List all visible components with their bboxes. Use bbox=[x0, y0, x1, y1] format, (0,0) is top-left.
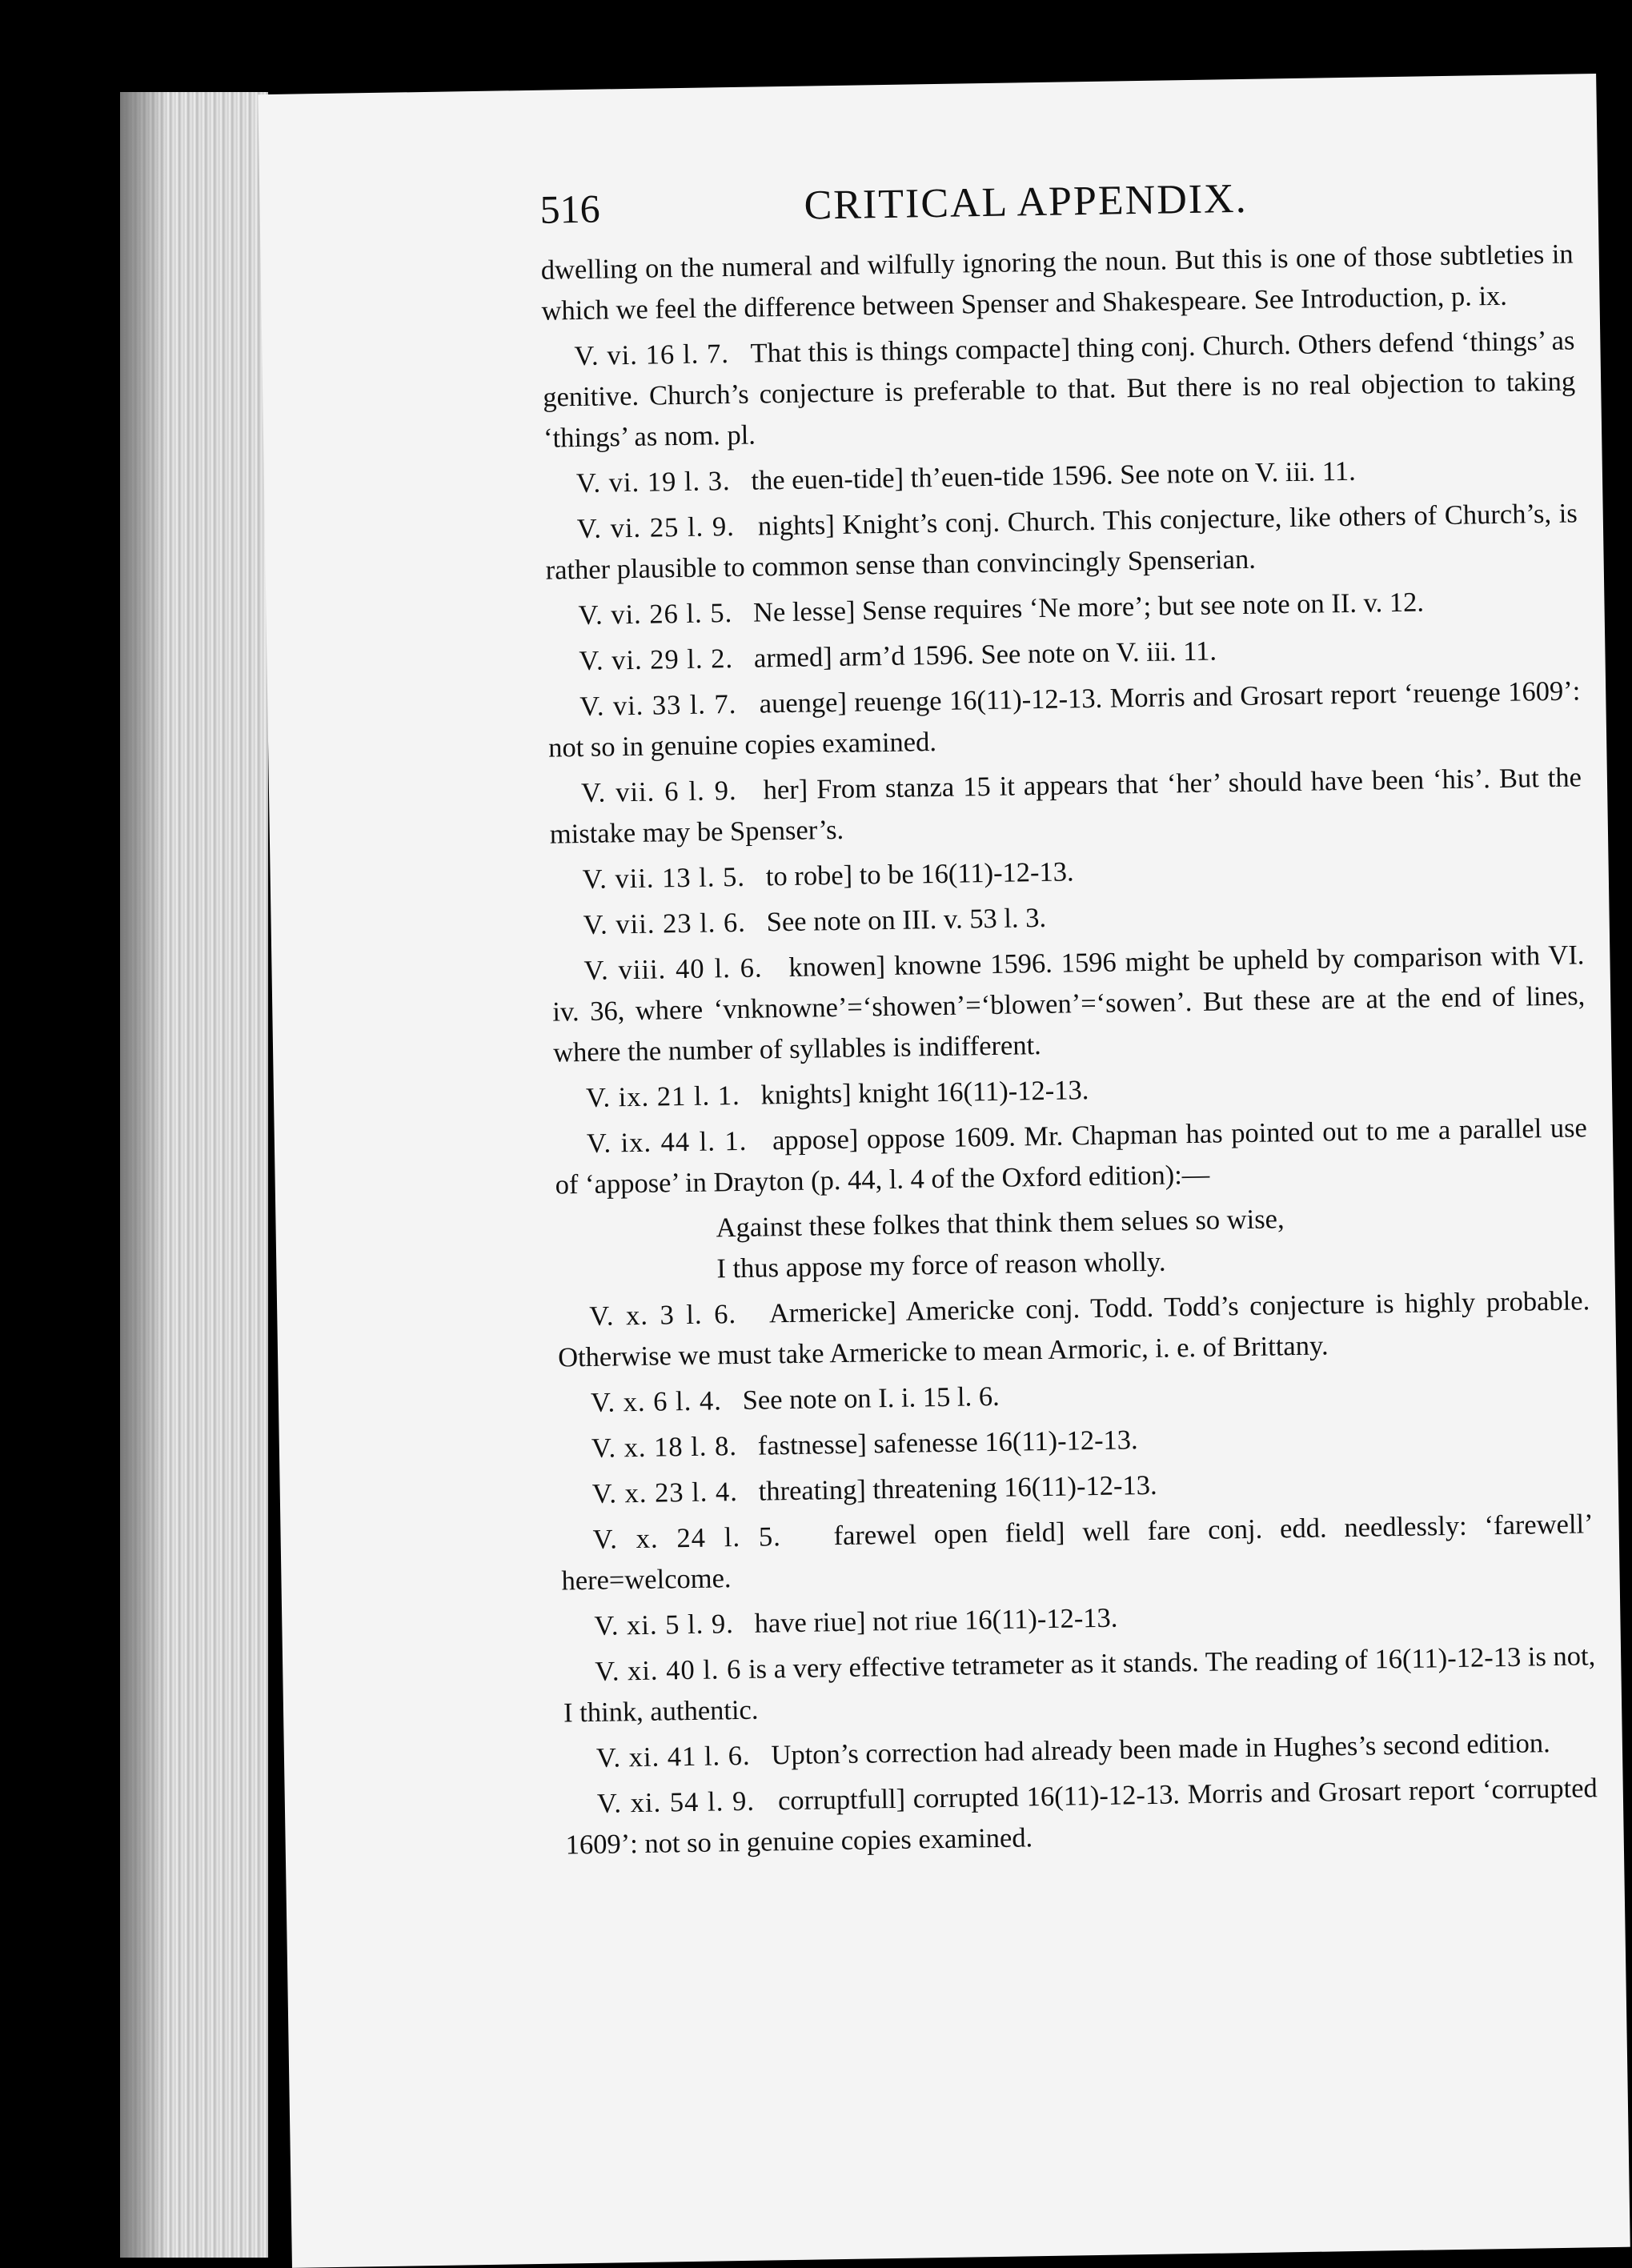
note-ref: V. x. 18 l. 8. bbox=[591, 1431, 738, 1464]
note-text: See note on III. v. 53 l. 3. bbox=[766, 902, 1047, 938]
note-text: to robe] to be 16(11)-12-13. bbox=[765, 856, 1074, 892]
note-ref: V. vi. 33 l. 7. bbox=[579, 688, 737, 723]
note-text: appose] oppose 1609. Mr. Chapman has pointed out to me a parallel use of ‘appose’ in Drayton (p. 44, l. 4 of the Oxford edition):— bbox=[555, 1112, 1588, 1200]
note-ref: V. vi. 25 l. 9. bbox=[576, 511, 736, 545]
note-text: threating] threatening 16(11)-12-13. bbox=[758, 1469, 1157, 1507]
page-number: 516 bbox=[539, 186, 601, 232]
note-ref: V. ix. 44 l. 1. bbox=[586, 1125, 748, 1159]
note-paragraph bbox=[551, 935, 1586, 1073]
note-ref: V. vii. 13 l. 5. bbox=[582, 861, 746, 895]
note-ref: V. xi. 5 l. 9. bbox=[594, 1609, 735, 1641]
appendix-body bbox=[540, 234, 1598, 1870]
note-paragraph bbox=[544, 493, 1578, 591]
note-ref: V. x. 24 l. 5. bbox=[592, 1521, 782, 1555]
note-paragraph bbox=[560, 1504, 1594, 1601]
note-text: knights] knight 16(11)-12-13. bbox=[760, 1075, 1089, 1111]
note-ref: V. x. 3 l. 6. bbox=[589, 1299, 737, 1332]
note-ref: V. vii. 23 l. 6. bbox=[583, 907, 747, 940]
note-ref: V. vi. 26 l. 5. bbox=[578, 598, 733, 631]
note-text: nights] Knight’s conj. Church. This conjecture, like others of Church’s, is rather plausible to common sense than convincingly Spenserian. bbox=[545, 498, 1578, 586]
note-text: knowen] knowne 1596. 1596 might be upheld by comparison with VI. iv. 36, where ‘vnknowne’=‘showen’=‘blowen’=‘sowen’. But these are at the end of lines, where the number of syllables is indifferent. bbox=[552, 940, 1586, 1068]
note-text: auenge] reuenge 16(11)-12-13. Morris and Grosart report ‘reuenge 1609’: not so in genuine copies examined. bbox=[547, 675, 1581, 763]
note-text: fastnesse] safenesse 16(11)-12-13. bbox=[757, 1425, 1138, 1461]
note-text: That this is things compacte] thing conj. Church. Others defend ‘things’ as genitive. Church’s conjecture is preferable to that. But there is no real objection to taking ‘things’ as nom. pl. bbox=[542, 325, 1576, 454]
note-ref: V. viii. 40 l. 6. bbox=[583, 952, 763, 986]
note-paragraph bbox=[547, 671, 1581, 768]
note-ref: V. x. 23 l. 4. bbox=[591, 1477, 739, 1509]
note-text: have riue] not riue 16(11)-12-13. bbox=[754, 1602, 1118, 1639]
verse-line: I thus appose my force of reason wholly. bbox=[716, 1246, 1166, 1284]
note-ref: V. vi. 29 l. 2. bbox=[579, 643, 734, 677]
note-text: Upton’s correction had already been made in Hughes’s second edition. bbox=[771, 1728, 1551, 1771]
verse-quotation bbox=[555, 1194, 1589, 1292]
note-text: Ne lesse] Sense requires ‘Ne more’; but see note on II. v. 12. bbox=[752, 587, 1425, 628]
note-paragraph bbox=[549, 757, 1582, 855]
note-paragraph bbox=[555, 1108, 1588, 1205]
note-ref: V. vii. 6 l. 9. bbox=[580, 775, 737, 808]
note-text: her] From stanza 15 it appears that ‘her’ should have been ‘his’. But the mistake may be Spenser’s. bbox=[549, 762, 1582, 850]
note-paragraph bbox=[540, 234, 1574, 331]
note-text: Armericke] Americke conj. Todd. Todd’s conjecture is highly probable. Otherwise we must take Armericke to mean Armoric, i. e. of Brittany. bbox=[557, 1285, 1590, 1373]
note-paragraph bbox=[557, 1280, 1590, 1378]
book-page-edges bbox=[120, 92, 268, 2258]
note-paragraph bbox=[565, 1768, 1598, 1865]
note-ref: V. vi. 19 l. 3. bbox=[575, 466, 731, 499]
note-text: is a very effective tetrameter as it stands. The reading of 16(11)-12-13 is not, I think, authentic. bbox=[563, 1641, 1596, 1729]
note-text: farewel open field] well fare conj. edd. needlessly: ‘farewell’ here=welcome. bbox=[561, 1509, 1594, 1597]
note-paragraph bbox=[542, 320, 1576, 459]
note-ref: V. ix. 21 l. 1. bbox=[585, 1080, 740, 1113]
note-ref: V. xi. 41 l. 6. bbox=[595, 1740, 751, 1773]
scan-background bbox=[0, 0, 1632, 84]
note-text: See note on I. i. 15 l. 6. bbox=[742, 1380, 1000, 1416]
note-ref: V. xi. 40 l. 6 bbox=[595, 1653, 742, 1687]
verse-line: Against these folkes that think them selues so wise, bbox=[716, 1204, 1285, 1244]
running-title: CRITICAL APPENDIX. bbox=[804, 175, 1249, 229]
note-ref: V. x. 6 l. 4. bbox=[590, 1385, 723, 1418]
book-page bbox=[258, 74, 1630, 2268]
note-text: corruptfull] corrupted 16(11)-12-13. Morris and Grosart report ‘corrupted 1609’: not so in genuine copies examined. bbox=[565, 1773, 1598, 1861]
note-text: dwelling on the numeral and wilfully ignoring the noun. But this is one of those subtleties in which we feel the difference between Spenser and Shakespeare. See Introduction, p. ix. bbox=[540, 238, 1574, 327]
note-ref: V. vi. 16 l. 7. bbox=[574, 339, 730, 372]
note-paragraph bbox=[563, 1636, 1596, 1733]
note-text: armed] arm’d 1596. See note on V. iii. 11. bbox=[753, 635, 1217, 674]
note-ref: V. xi. 54 l. 9. bbox=[596, 1785, 756, 1819]
note-text: the euen-tide] th’euen-tide 1596. See note on V. iii. 11. bbox=[751, 455, 1356, 496]
